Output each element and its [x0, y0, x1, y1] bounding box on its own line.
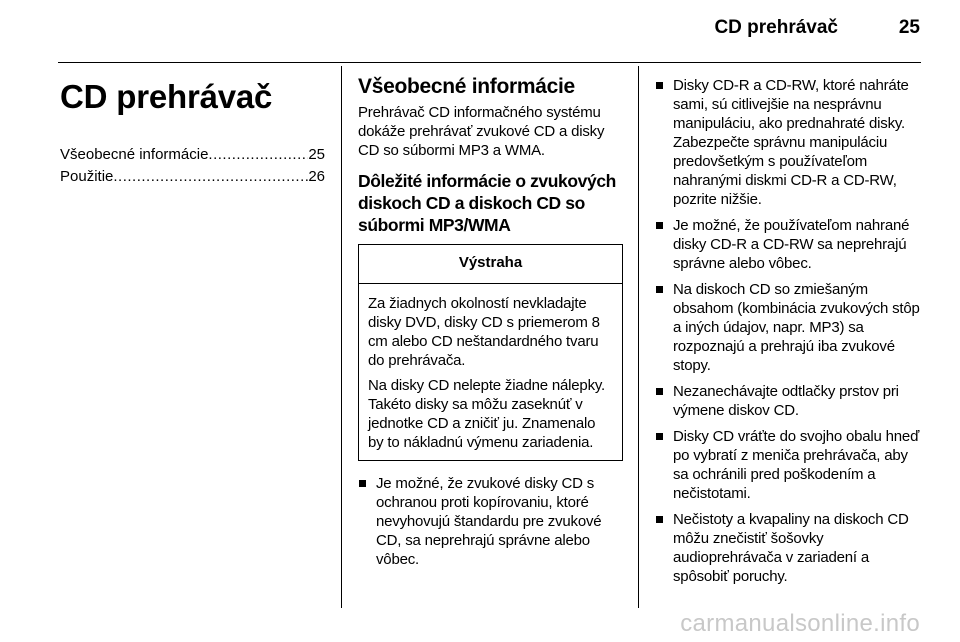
list-item-text: Disky CD vráťte do svojho obalu hneď po vybratí z meniča prehrávača, aby sa ochránili pred poškodením a nečistotami.: [673, 428, 920, 502]
list-item: [655, 427, 925, 503]
running-header-title: CD prehrávač: [714, 17, 838, 38]
list-item-text: Je možné, že zvukové disky CD s ochranou proti kopírovaniu, ktoré nevyhovujú štandardu pre zvukové CD, sa neprehrajú správne alebo vôbec.: [376, 475, 602, 568]
list-item-text: Na diskoch CD so zmiešaným obsahom (kombinácia zvukových stôp a iných údajov, napr. MP3) sa rozpoznajú a prehrajú iba zvukové stopy.: [673, 281, 920, 374]
column-divider-2: [638, 66, 639, 608]
warning-body: [359, 284, 622, 460]
page-header: [40, 17, 920, 45]
toc-entry[interactable]: [60, 166, 325, 188]
list-item-text: Nezanechávajte odtlačky prstov pri výmene diskov CD.: [673, 383, 899, 419]
toc-entry-label: Všeobecné informácie: [60, 146, 209, 163]
section-heading: Všeobecné informácie: [358, 75, 575, 98]
bullet-square-icon: [656, 82, 663, 89]
list-item-text: Disky CD-R a CD-RW, ktoré nahráte sami, sú citlivejšie na nesprávnu manipuláciu, ako prednahraté disky. Zabezpečte správnu manipuláciu predovšetkým s používateľom nahranými diskmi CD-R a CD-RW, pozrite nižšie.: [673, 77, 909, 208]
warning-box: [358, 244, 623, 461]
list-item: [655, 76, 925, 209]
warning-paragraph: Na disky CD nelepte žiadne nálepky. Takéto disky sa môžu zaseknúť v jednotke CD a zničiť ju. Znamenalo by to nákladnú výmenu zariadenia.: [368, 377, 606, 451]
content-column-2: [358, 75, 623, 576]
content-column-3: [655, 76, 925, 593]
bullet-list: [358, 474, 623, 569]
bullet-square-icon: [359, 480, 366, 487]
intro-paragraph: Prehrávač CD informačného systému dokáže prehrávať zvukové CD a disky CD so súbormi MP3 a WMA.: [358, 104, 605, 159]
toc-entry-page: 25: [308, 146, 325, 163]
chapter-title: CD prehrávač: [60, 78, 273, 115]
watermark: carmanualsonline.info: [680, 610, 920, 637]
column-divider-1: [341, 66, 342, 608]
bullet-square-icon: [656, 433, 663, 440]
list-item: [655, 280, 925, 375]
list-item: [358, 474, 623, 569]
bullet-square-icon: [656, 286, 663, 293]
list-item-text: Nečistoty a kvapaliny na diskoch CD môžu znečistiť šošovky audioprehrávača v zariadení a spôsobiť poruchy.: [673, 511, 909, 585]
bullet-list: [655, 76, 925, 586]
toc-entry[interactable]: [60, 144, 325, 166]
list-item: [655, 510, 925, 586]
toc-leader-dots: [113, 166, 308, 188]
list-item-text: Je možné, že používateľom nahrané disky CD-R a CD-RW sa neprehrajú správne alebo vôbec.: [673, 217, 910, 272]
subsection-heading: Dôležité informácie o zvukových diskoch CD a diskoch CD so súbormi MP3/WMA: [358, 171, 616, 235]
warning-title: Výstraha: [359, 245, 622, 284]
header-rule: [58, 62, 921, 63]
toc-entry-page: 26: [308, 168, 325, 185]
list-item: [655, 216, 925, 273]
list-item: [655, 382, 925, 420]
toc-entry-label: Použitie: [60, 168, 114, 185]
page-number: 25: [898, 17, 920, 38]
toc-leader-dots: [208, 144, 308, 166]
bullet-square-icon: [656, 222, 663, 229]
bullet-square-icon: [656, 516, 663, 523]
chapter-column: [60, 70, 325, 188]
warning-paragraph: Za žiadnych okolností nevkladajte disky DVD, disky CD s priemerom 8 cm alebo CD neštandardného tvaru do prehrávača.: [368, 295, 600, 369]
bullet-square-icon: [656, 388, 663, 395]
